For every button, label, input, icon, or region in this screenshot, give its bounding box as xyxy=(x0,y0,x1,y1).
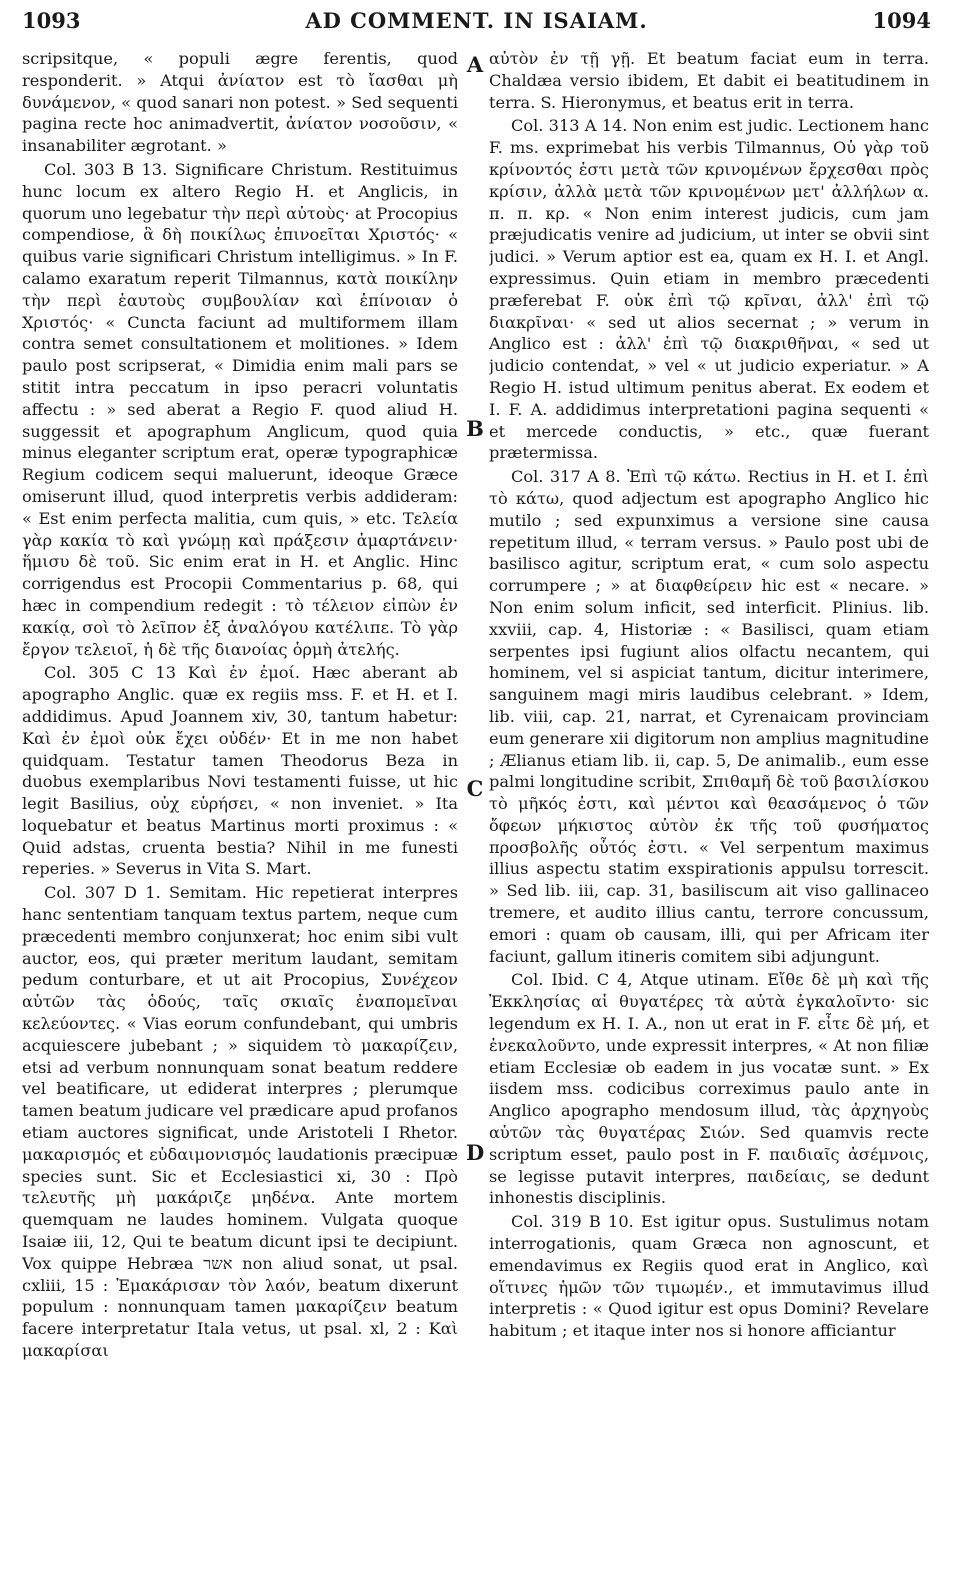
margin-letter-d: D xyxy=(466,1140,485,1165)
margin-letter-a: A xyxy=(466,52,484,77)
page-number-right: 1094 xyxy=(872,8,931,33)
left-text-column xyxy=(22,48,458,1569)
paragraph: Col. 303 B 13. Significare Christum. Restituimus hunc locum ex altero Regio H. et Anglicis, in quorum uno legebatur τὴν περὶ αὐτοὺς· at Procopius compendiose, ἃ δὴ ποικίλως ἐπινοεῖται Χριστός· « quibus varie significari Christum intelligimus. » In F. calamo exaratum reperit Tilmannus, κατὰ ποικίλην τὴν περὶ ἑαυτοὺς συμβουλίαν καὶ ἐπίνοιαν ὁ Χριστός· « Cuncta faciunt ad multiformem illam contra semet consultationem et molitiones. » Idem paulo post scripserat, « Dimidia enim mali pars se stitit intra peccatum in ipso peracri voluntatis affectu : » sed aberat a Regio F. quod aliud H. suggessit et apographum Anglicum, quod quia minus eleganter scriptum erat, operæ typographicæ Regium codicem sequi maluerunt, ideoque Græce omiserunt illud, quod interpretis verbis addideram: « Est enim perfecta malitia, cum quis, » etc. Τελεία γὰρ κακία τὸ καὶ γνώμῃ καὶ πράξεσιν ἁμαρτάνειν· ἥμισυ δὲ τοῦ. Sic enim erat in H. et Anglic. Hinc corrigendus est Procopii Commentarius p. 68, qui hæc in compendium redegit : τὸ τέλειον εἰπὼν ἐν κακίᾳ, σοὶ τὸ λεῖπον ἐξ ἀναλόγου κατέλιπε. Τὸ γὰρ ἔργον τελειοῖ, ἡ δὲ τῆς διανοίας ὁρμὴ ἀτελής. xyxy=(22,159,458,659)
paragraph: Col. Ibid. C 4, Atque utinam. Εἴθε δὲ μὴ καὶ τῆς Ἐκκλησίας αἱ θυγατέρες τὰ αὐτὰ ἐγκαλοῖντο· sic legendum ex H. I. A., non ut erat in F. εἶτε δὲ μή, et ἐνεκαλοῦντο, unde expressit interpres, « At non filiæ etiam Ecclesiæ ob eadem in jus vocatæ sunt. » Ex iisdem mss. codicibus correximus paulo ante in Anglico apographo mendosum illud, τὰς ἀρχηγοὺς αὐτῶν τὰς θυγατέρας Σιών. Sed quamvis recte scriptum esset, paulo post in F. παιδιαῖς ἀσέμνοις, se legisse putavit interpres, παιδείαις, se dedunt inhonestis disciplinis. xyxy=(489,970,929,1208)
paragraph: Col. 317 A 8. Ἐπὶ τῷ κάτω. Rectius in H. et I. ἐπὶ τὸ κάτω, quod adjectum est apographo Anglico hic mutilo ; sed expunximus a versione sine causa repetitum illud, « terram versus. » Paulo post ubi de basilisco agitur, scriptum erat, « cum solo aspectu corrumpere ; » at διαφθείρειν hic est « necare. » Non enim solum inficit, sed interficit. Plinius. lib. xxviii, cap. 4, Historiæ : « Basilisci, quam etiam serpentes ipsi fugiunt alios olfactu necantem, qui hominem, vel si aspiciat tantum, dicitur interimere, sanguinem magi miris laudibus celebrant. » Idem, lib. viii, cap. 21, narrat, et Cyrenaicam provinciam eum generare xii digitorum non amplius magnitudine ; Ælianus etiam lib. ii, cap. 5, De animalib., eum esse palmi longitudine scribit, Σπιθαμῆ δὲ τοῦ βασιλίσκου τὸ μῆκός ἐστι, καὶ μέντοι καὶ θεασάμενος ὁ τῶν ὄφεων μήκιστος αὐτὸν ἐκ τῆς τοῦ φυσήματος προσβολῆς οὗτός ἐστι. « Vel serpentum maximus illius aspectu statim exspirationis appulsu torrescit. » Sed lib. iii, cap. 31, basiliscum ait viso gallinaceo tremere, et audito illius cantu, terrore concussum, emori : quam ob causam, illi, qui per Africam iter faciunt, gallum itineris comitem sibi adjungunt. xyxy=(489,467,929,966)
paragraph: Col. 313 A 14. Non enim est judic. Lectionem hanc F. ms. exprimebat his verbis Tilmannus, Οὐ γὰρ τοῦ κρίνοντός ἐστι μετὰ τῶν κρινομένων ἔρχεσθαι πρὸς κρίσιν, ἀλλὰ μετὰ τῶν κρινομένων μετ' ἀλλήλων α. π. π. κρ. « Non enim interest judicis, cum jam præjudicatis venire ad judicium, ut inter se obvii sint judici. » Verum aptior est ea, quam ex H. I. et Angl. expressimus. Quin etiam in membro præcedenti præferebat F. οὐκ ἐπὶ τῷ κρῖναι, ἀλλ' ἐπὶ τῷ διακρῖναι· « sed ut alios secernat ; » verum in Anglico est : ἀλλ' ἐπὶ τῷ διακριθῆναι, « sed ut judicio contendat, » vel « ut judicio experiatur. » A Regio H. istud ultimum penitus aberat. Ex eodem et I. F. A. addidimus interpretationi pagina sequenti « et mercede conductis, » etc., quæ fuerant prætermissa. xyxy=(489,116,929,463)
paragraph: Col. 319 B 10. Est igitur opus. Sustulimus notam interrogationis, quam Græca non agnoscunt, et emendavimus ex Regiis quod erat in Anglico, καὶ οἵτινες ἡμῶν τῶν τιμωμέν., et immutavimus illud interpretis : « Quod igitur est opus Domini? Revelare habitum ; et itaque inter nos si honore afficiantur xyxy=(489,1212,929,1341)
margin-letter-b: B xyxy=(466,416,484,441)
paragraph: Col. 307 D 1. Semitam. Hic repetierat interpres hanc sententiam tanquam textus partem, neque cum præcedenti membro conjunxerat; hoc enim sibi vult auctor, eos, qui præter meritum laudant, semitam pedum conturbare, et ut ait Procopius, Συνέχεον αὐτῶν τὰς ὁδούς, ταῖς σκιαῖς ἐναπομεῖναι κελεύοντες. « Vias eorum confundebant, qui umbris acquiescere jubebant ; » siquidem τὸ μακαρίζειν, etsi ad verbum nonnunquam sonat beatum reddere vel beatificare, ut ediderat interpres ; plerumque tamen beatum judicare vel prædicare apud profanos etiam auctores significat, unde Aristoteli I Rhetor. μακαρισμός et εὐδαιμονισμός laudationis præcipuæ species sunt. Sic et Ecclesiastici xi, 30 : Πρὸ τελευτῆς μὴ μακάριζε μηδένα. Ante mortem quemquam ne laudes hominem. Vulgata quoque Isaiæ iii, 12, Qui te beatum dicunt ipsi te decipiunt. Vox quippe Hebræa אשר non aliud sonat, ut psal. cxliii, 15 : Ἐμακάρισαν τὸν λαόν, beatum dixerunt populum : nonnunquam tamen μακαρίζειν beatum facere interpretatur Itala vetus, ut psal. xl, 2 : Καὶ μακαρίσαι xyxy=(22,883,458,1361)
paragraph: αὐτὸν ἐν τῇ γῇ. Et beatum faciat eum in terra. Chaldæa versio ibidem, Et dabit ei beatitudinem in terra. S. Hieronymus, et beatus erit in terra. xyxy=(489,49,929,112)
right-text-column xyxy=(489,48,929,1569)
paragraph: scripsitque, « populi ægre ferentis, quod responderit. » Atqui ἀνίατον est τὸ ἴασθαι μὴ δυνάμενον, « quod sanari non potest. » Sed sequenti pagina recte hoc animadvertit, ἀνίατον νοσοῦσιν, « insanabiliter ægrotant. » xyxy=(22,49,458,156)
running-header xyxy=(22,6,931,40)
page-number-left: 1093 xyxy=(22,8,81,33)
paragraph: Col. 305 C 13 Καὶ ἐν ἐμοί. Hæc aberant ab apographo Anglic. quæ ex regiis mss. F. et H. et I. addidimus. Apud Joannem xiv, 30, tantum habetur: Καὶ ἐν ἐμοὶ οὐκ ἔχει οὐδέν· Et in me non habet quidquam. Testatur tamen Theodorus Beza in duobus exemplaribus Novi testamenti fuisse, ut hic legit Basilius, οὐχ εὑρήσει, « non inveniet. » Ita loquebatur et beatus Martinus morti proximus : « Quid adstas, cruenta bestia? Nihil in me funesti reperies. » Severus in Vita S. Mart. xyxy=(22,663,458,879)
running-title: AD COMMENT. IN ISAIAM. xyxy=(305,8,648,33)
margin-letter-c: C xyxy=(466,776,484,801)
